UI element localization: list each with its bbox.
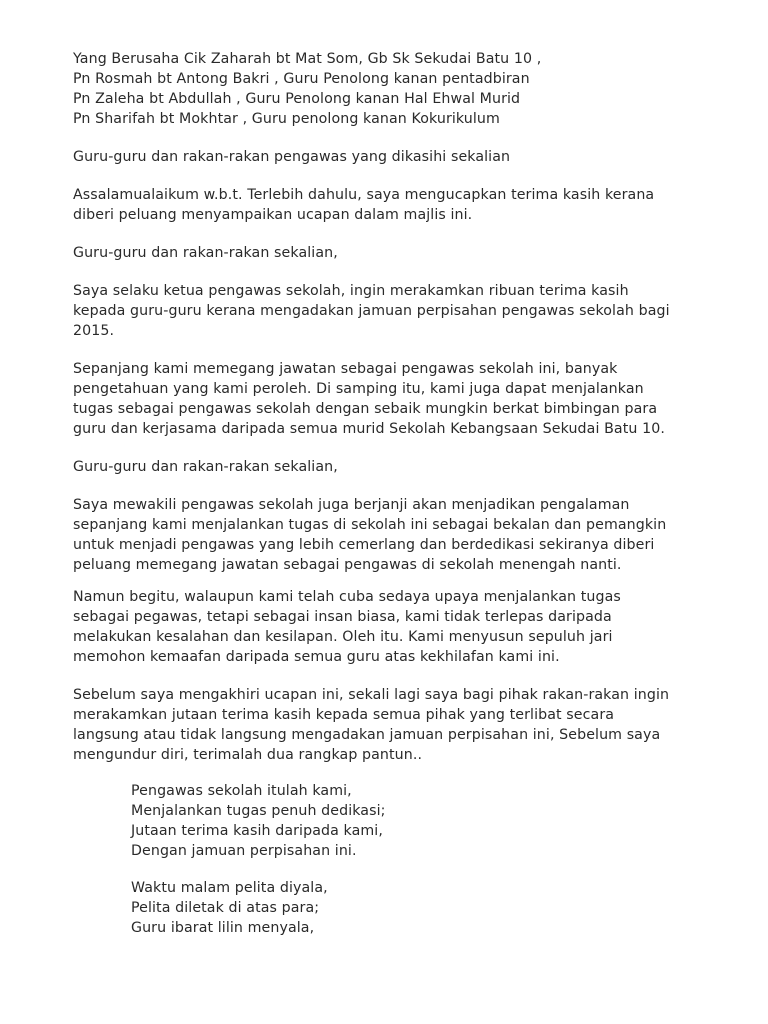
salutation-line: Pn Zaleha bt Abdullah , Guru Penolong kanan Hal Ehwal Murid: [73, 91, 521, 107]
salutation-line: Pn Rosmah bt Antong Bakri , Guru Penolong kanan pentadbiran: [73, 71, 530, 87]
pantun-line: Waktu malam pelita diyala,: [131, 880, 328, 896]
paragraph-line: Saya mewakili pengawas sekolah juga berjanji akan menjadikan pengalaman: [73, 497, 630, 513]
paragraph-line: guru dan kerjasama daripada semua murid Sekolah Kebangsaan Sekudai Batu 10.: [73, 421, 665, 437]
pantun-line: Dengan jamuan perpisahan ini.: [131, 843, 357, 859]
speech-text: [73, 49, 733, 938]
paragraph-line: merakamkan jutaan terima kasih kepada semua pihak yang terlibat secara: [73, 707, 615, 723]
paragraph-line: peluang memegang jawatan sebagai pengawas di sekolah menengah nanti.: [73, 557, 622, 573]
pantun-line: Guru ibarat lilin menyala,: [131, 920, 315, 936]
paragraph-line: melakukan kesalahan dan kesilapan. Oleh itu. Kami menyusun sepuluh jari: [73, 629, 613, 645]
paragraph-line: memohon kemaafan daripada semua guru atas kekhilafan kami ini.: [73, 649, 560, 665]
paragraph-line: sebagai pegawas, tetapi sebagai insan biasa, kami tidak terlepas daripada: [73, 609, 612, 625]
paragraph-line: pengetahuan yang kami peroleh. Di samping itu, kami juga dapat menjalankan: [73, 381, 644, 397]
paragraph-line: Namun begitu, walaupun kami telah cuba sedaya upaya menjalankan tugas: [73, 589, 621, 605]
paragraph-line: sepanjang kami menjalankan tugas di sekolah ini sebagai bekalan dan pemangkin: [73, 517, 667, 533]
paragraph-line: Sebelum saya mengakhiri ucapan ini, sekali lagi saya bagi pihak rakan-rakan ingin: [73, 687, 670, 703]
paragraph-line: 2015.: [73, 323, 115, 339]
paragraph-line: mengundur diri, terimalah dua rangkap pantun..: [73, 747, 423, 763]
paragraph-apology: [73, 587, 733, 667]
paragraph-line: diberi peluang menyampaikan ucapan dalam majlis ini.: [73, 207, 473, 223]
salutation-block: [73, 49, 733, 129]
paragraph-line: Assalamualaikum w.b.t. Terlebih dahulu, saya mengucapkan terima kasih kerana: [73, 187, 655, 203]
paragraph-line: tugas sebagai pengawas sekolah dengan sebaik mungkin berkat bimbingan para: [73, 401, 658, 417]
pantun-line: Menjalankan tugas penuh dedikasi;: [131, 803, 386, 819]
pantun-verse-1: [73, 781, 733, 861]
pantun-line: Pengawas sekolah itulah kami,: [131, 783, 352, 799]
paragraph-line: Sepanjang kami memegang jawatan sebagai pengawas sekolah ini, banyak: [73, 361, 618, 377]
pantun-line: Jutaan terima kasih daripada kami,: [131, 823, 383, 839]
paragraph-line: Saya selaku ketua pengawas sekolah, ingin merakamkan ribuan terima kasih: [73, 283, 629, 299]
paragraph-opening: [73, 185, 733, 225]
pantun-line: Pelita diletak di atas para;: [131, 900, 320, 916]
greeting-line: Guru-guru dan rakan-rakan pengawas yang dikasihi sekalian: [73, 149, 511, 165]
paragraph-thanks: [73, 281, 733, 341]
paragraph-line: untuk menjadi pengawas yang lebih cemerlang dan berdedikasi sekiranya diberi: [73, 537, 655, 553]
salutation-line: Yang Berusaha Cik Zaharah bt Mat Som, Gb Sk Sekudai Batu 10 ,: [73, 51, 542, 67]
greeting-line: Guru-guru dan rakan-rakan sekalian,: [73, 459, 338, 475]
paragraph-line: langsung atau tidak langsung mengadakan jamuan perpisahan ini, Sebelum saya: [73, 727, 661, 743]
pantun-verse-2: [73, 878, 733, 938]
paragraph-closing: [73, 685, 733, 765]
salutation-line: Pn Sharifah bt Mokhtar , Guru penolong kanan Kokurikulum: [73, 111, 500, 127]
greeting-line: Guru-guru dan rakan-rakan sekalian,: [73, 245, 338, 261]
paragraph-promise: [73, 495, 733, 575]
paragraph-experience: [73, 359, 733, 439]
paragraph-line: kepada guru-guru kerana mengadakan jamuan perpisahan pengawas sekolah bagi: [73, 303, 670, 319]
